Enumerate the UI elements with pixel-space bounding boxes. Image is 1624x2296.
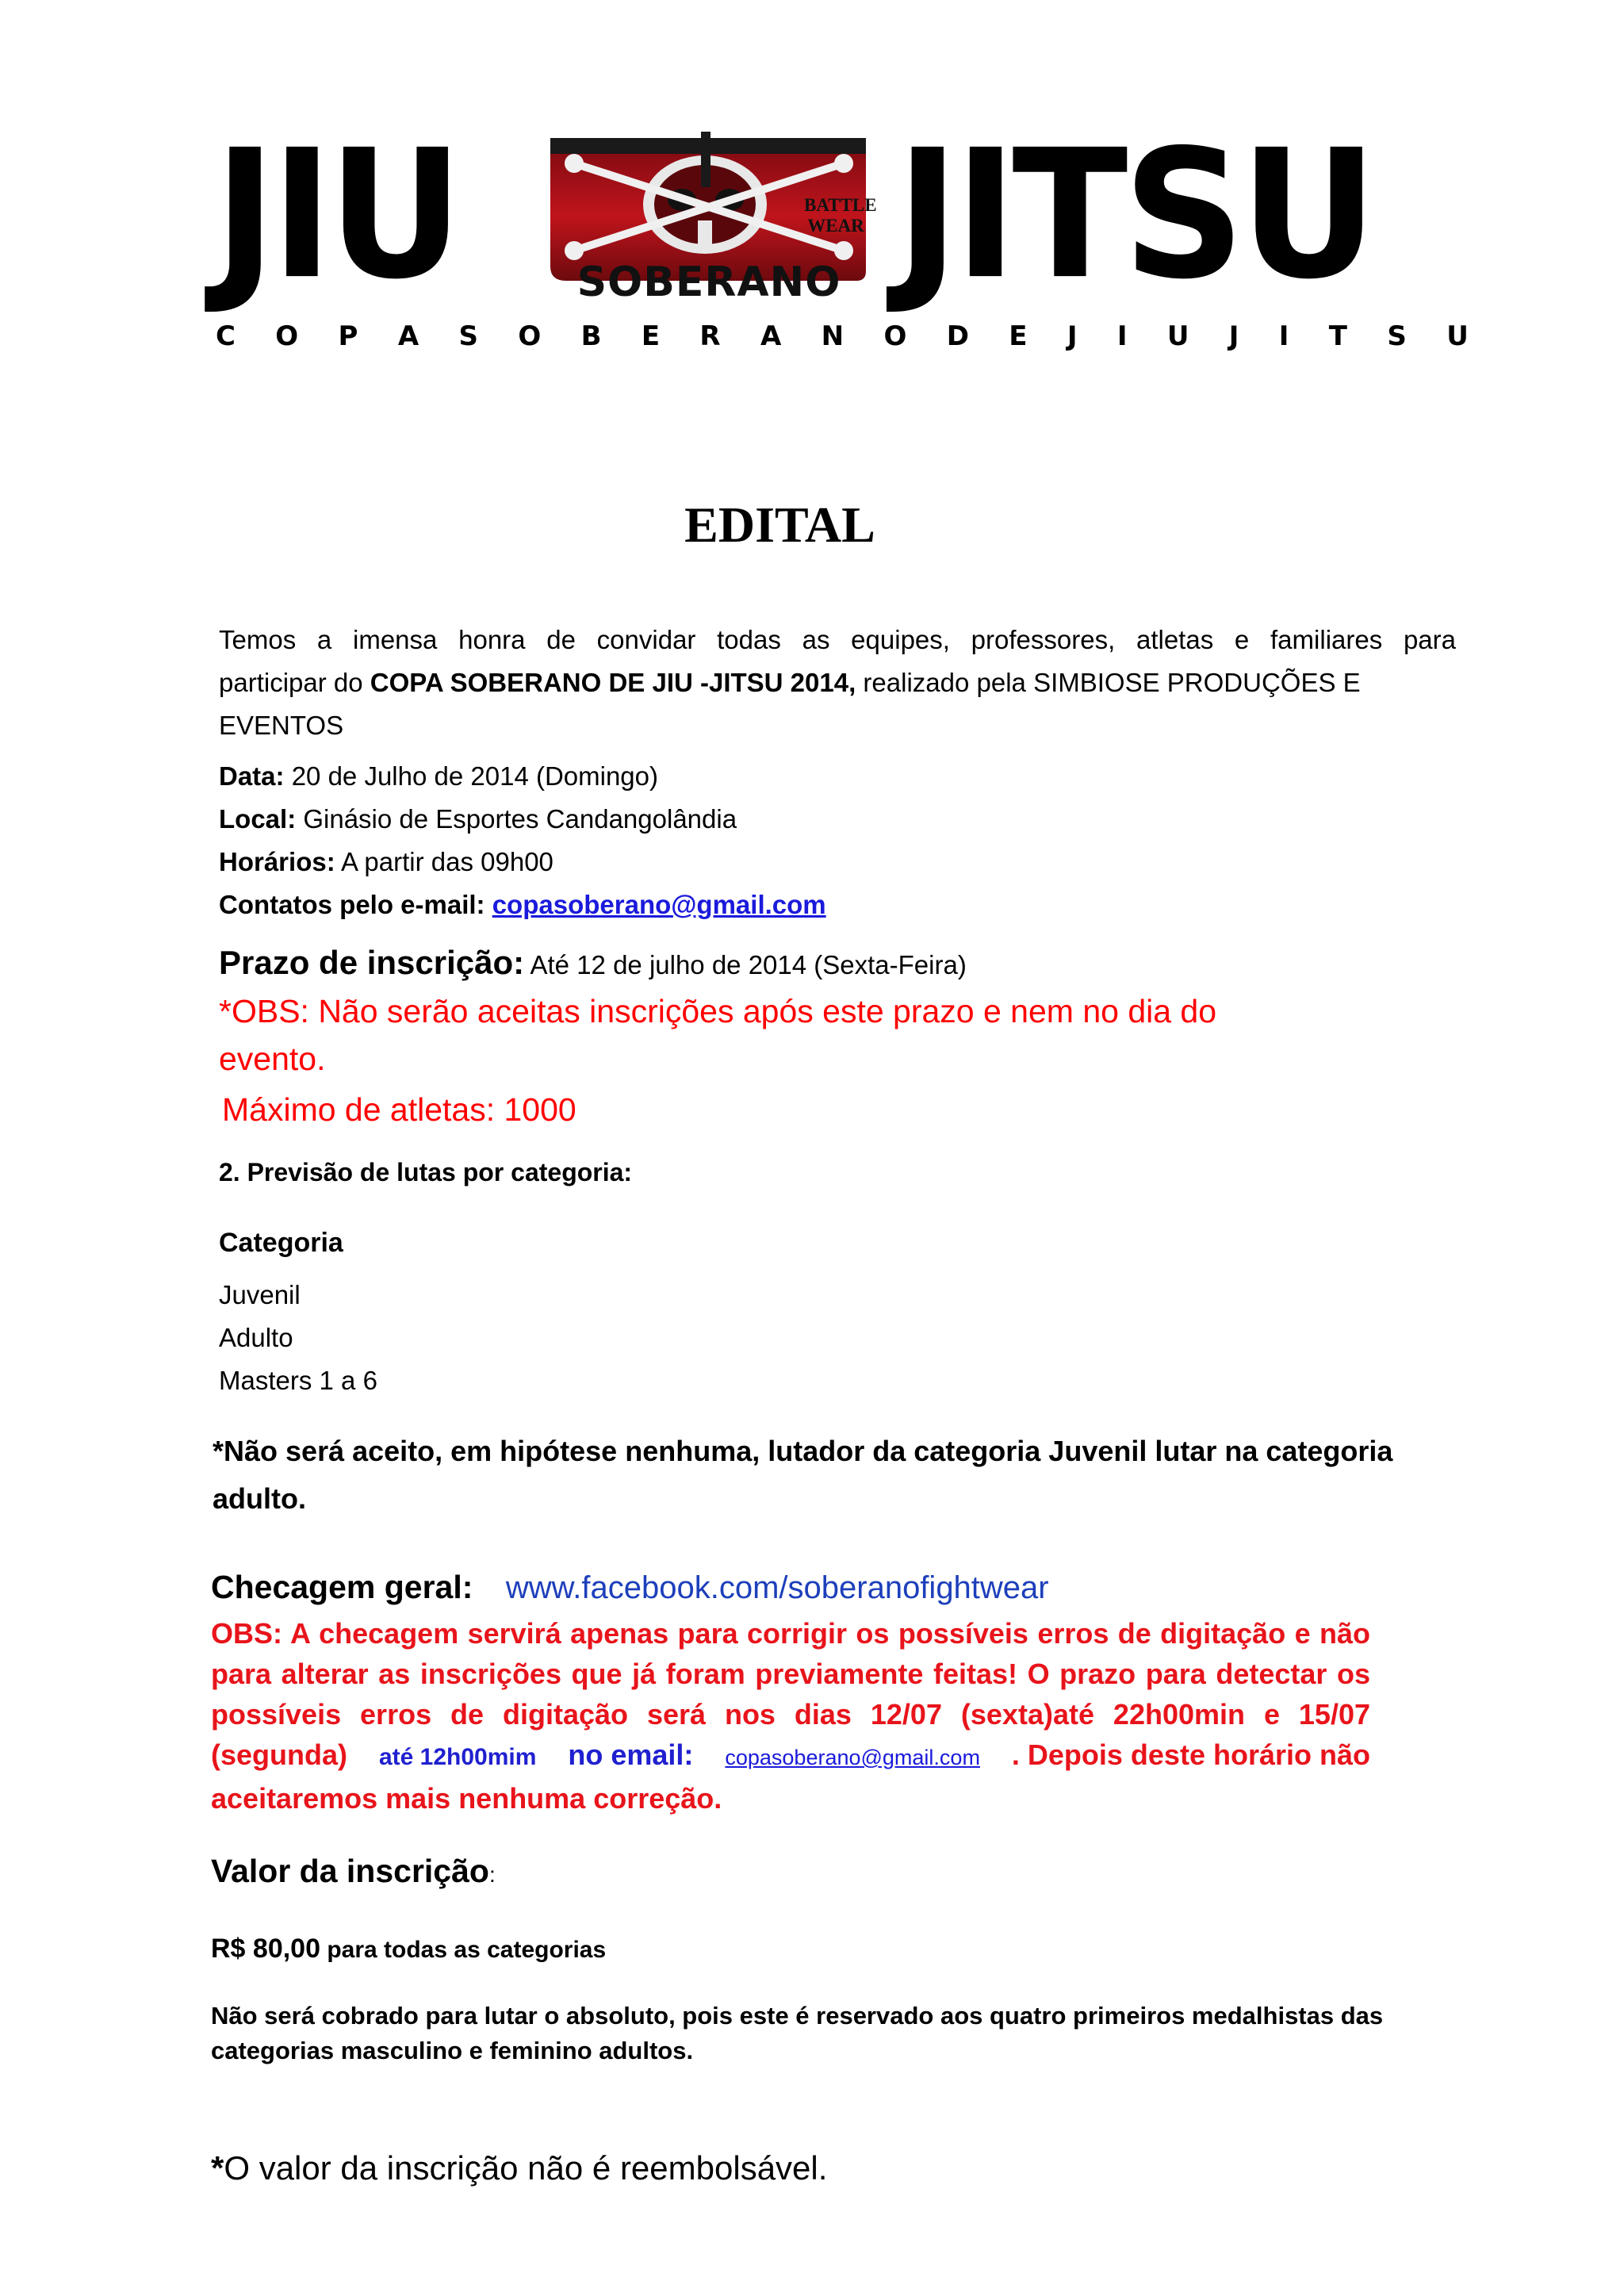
event-info bbox=[219, 755, 826, 926]
refund-text: O valor da inscrição não é reembolsável. bbox=[224, 2149, 828, 2187]
facebook-link[interactable]: www.facebook.com/soberanofightwear bbox=[505, 1570, 1049, 1605]
info-date bbox=[219, 755, 826, 798]
deadline-value: Até 12 de julho de 2014 (Sexta-Feira) bbox=[524, 950, 967, 979]
emblem-tag: BATTLE WEAR bbox=[804, 195, 877, 236]
category-list bbox=[219, 1274, 377, 1402]
contact-email-link[interactable]: copasoberano@gmail.com bbox=[492, 890, 826, 919]
subtitle-letter: D bbox=[946, 320, 969, 352]
intro-organizer: realizado pela SIMBIOSE PRODUÇÕES E EVENTOS bbox=[219, 668, 1361, 740]
event-name: COPA SOBERANO DE JIU -JITSU 2014, bbox=[370, 668, 856, 697]
check-obs-line-5: aceitaremos mais nenhuma correção. bbox=[211, 1782, 722, 1815]
fights-heading: 2. Previsão de lutas por categoria: bbox=[219, 1158, 633, 1186]
check-line bbox=[211, 1569, 1049, 1606]
absolute-note-line-2: categorias masculino e feminino adultos. bbox=[211, 2037, 694, 2064]
check-obs-line-4 bbox=[211, 1734, 1370, 1778]
page-title: EDITAL bbox=[684, 496, 875, 553]
check-email-link[interactable]: copasoberano@gmail.com bbox=[725, 1746, 980, 1769]
logo-word-jiu: JIU bbox=[214, 111, 458, 319]
deadline-obs bbox=[219, 987, 1216, 1083]
refund-note bbox=[211, 2149, 827, 2187]
subtitle-letter: S bbox=[458, 320, 478, 352]
fee-heading bbox=[211, 1853, 496, 1890]
fee-heading-text: Valor da inscrição bbox=[211, 1853, 489, 1889]
logo-subtitle bbox=[216, 320, 1469, 352]
deadline-block bbox=[219, 941, 1216, 1133]
deadline-line bbox=[219, 941, 1216, 987]
logo-word-jitsu: JITSU bbox=[896, 111, 1373, 319]
deadline-label: Prazo de inscrição: bbox=[219, 944, 525, 981]
check-obs-line-3: possíveis erros de digitação será nos dias 12/07 (sexta)até 22h00min e 15/07 bbox=[211, 1698, 1370, 1731]
subtitle-letter: I bbox=[1116, 320, 1128, 352]
subtitle-letter: O bbox=[275, 320, 299, 352]
category-note-line-2: adulto. bbox=[213, 1482, 306, 1515]
intro-paragraph bbox=[219, 619, 1456, 747]
subtitle-letter: R bbox=[699, 320, 721, 352]
intro-text: participar do bbox=[219, 668, 370, 697]
subtitle-letter: T bbox=[1328, 320, 1347, 352]
absolute-note-line-1: Não será cobrado para lutar o absoluto, pois este é reservado aos quatro primeiros medalhistas das bbox=[211, 2002, 1384, 2030]
subtitle-letter: I bbox=[1278, 320, 1289, 352]
subtitle-letter: B bbox=[580, 320, 602, 352]
check-obs-line-2: para alterar as inscrições que já foram previamente feitas! O prazo para detectar os bbox=[211, 1658, 1370, 1690]
subtitle-letter: S bbox=[1387, 320, 1407, 352]
list-item: Juvenil bbox=[219, 1280, 301, 1309]
subtitle-letter: O bbox=[518, 320, 542, 352]
check-obs bbox=[211, 1613, 1370, 1819]
subtitle-letter: U bbox=[1166, 320, 1189, 352]
local-value: Ginásio de Esportes Candangolândia bbox=[296, 804, 737, 834]
subtitle-letter: C bbox=[216, 320, 236, 352]
check-label: Checagem geral: bbox=[211, 1569, 473, 1605]
date-label: Data: bbox=[219, 761, 285, 791]
refund-star: * bbox=[211, 2149, 224, 2187]
info-local bbox=[219, 798, 826, 841]
subtitle-letter: J bbox=[1067, 320, 1078, 352]
subtitle-letter: A bbox=[397, 320, 419, 352]
fee-heading-colon: : bbox=[488, 1862, 496, 1887]
category-note-line-1: *Não será aceito, em hipótese nenhuma, lutador da categoria Juvenil lutar na categoria bbox=[213, 1435, 1393, 1467]
intro-line-1: Temos a imensa honra de convidar todas as equipes, professores, atletas e familiares para bbox=[219, 625, 1456, 654]
subtitle-letter: A bbox=[760, 320, 782, 352]
subtitle-letter: P bbox=[338, 320, 358, 352]
subtitle-letter: U bbox=[1446, 320, 1469, 352]
check-obs-email-label: no email: bbox=[568, 1738, 694, 1771]
subtitle-letter: E bbox=[1009, 320, 1028, 352]
info-contact bbox=[219, 884, 826, 926]
list-item: Masters 1 a 6 bbox=[219, 1366, 377, 1395]
subtitle-letter: E bbox=[641, 320, 661, 352]
subtitle-letter: J bbox=[1228, 320, 1239, 352]
subtitle-letter: N bbox=[821, 320, 845, 352]
price-value: R$ 80,00 bbox=[211, 1934, 320, 1964]
absolute-note bbox=[211, 1999, 1383, 2068]
emblem-name: SOBERANO bbox=[576, 259, 841, 306]
skull-emblem bbox=[542, 132, 877, 306]
subtitle-letter: O bbox=[883, 320, 907, 352]
list-item: Adulto bbox=[219, 1323, 293, 1352]
fee-price bbox=[211, 1934, 606, 1964]
contact-label: Contatos pelo e-mail: bbox=[219, 890, 492, 919]
check-obs-after: . Depois deste horário não bbox=[1011, 1738, 1370, 1771]
info-hours bbox=[219, 841, 826, 884]
category-note bbox=[213, 1428, 1392, 1523]
max-athletes: Máximo de atletas: 1000 bbox=[222, 1091, 576, 1128]
hours-value: A partir das 09h00 bbox=[335, 847, 553, 876]
price-note: para todas as categorias bbox=[320, 1937, 607, 1963]
deadline-obs-line-2: evento. bbox=[219, 1041, 326, 1077]
deadline-obs-line-1: *OBS: Não serão aceitas inscrições após este prazo e nem no dia do bbox=[219, 993, 1217, 1029]
local-label: Local: bbox=[219, 804, 297, 834]
check-obs-line-1: OBS: A checagem servirá apenas para corrigir os possíveis erros de digitação e não bbox=[211, 1617, 1370, 1650]
check-obs-time: até 12h00mim bbox=[378, 1744, 537, 1770]
hours-label: Horários: bbox=[219, 847, 335, 876]
date-value: 20 de Julho de 2014 (Domingo) bbox=[284, 761, 659, 791]
intro-line-2 bbox=[219, 661, 1456, 747]
category-heading: Categoria bbox=[219, 1228, 343, 1258]
check-obs-weekday: (segunda) bbox=[211, 1738, 348, 1771]
